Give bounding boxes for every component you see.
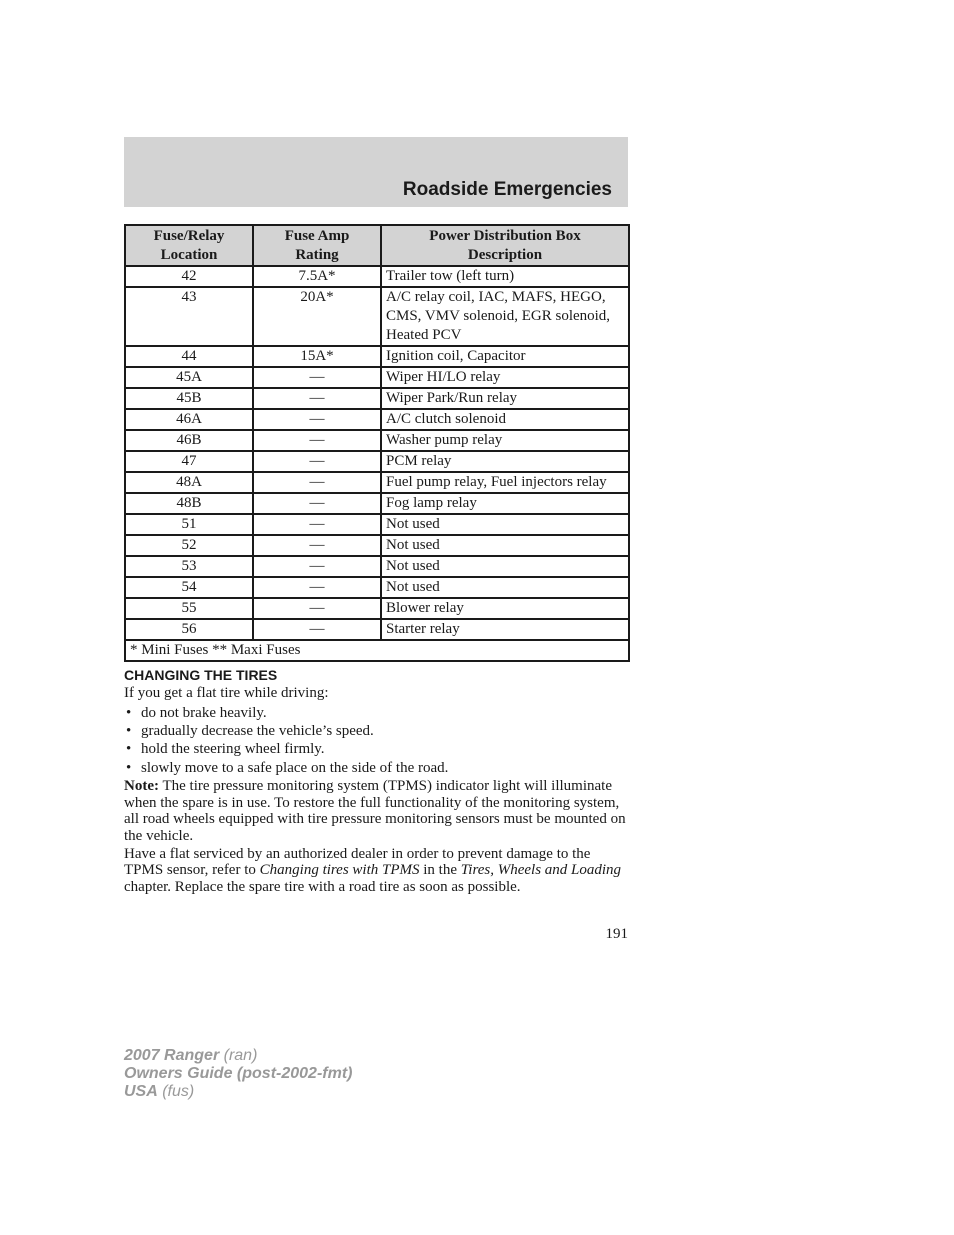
cell-location: 47 — [125, 451, 253, 472]
reference-link-tpms: Changing tires with TPMS — [259, 862, 420, 879]
table-header-row — [125, 225, 629, 266]
cell-description: Fuel pump relay, Fuel injectors relay — [381, 472, 629, 493]
page-number: 191 — [605, 926, 628, 942]
table-row — [125, 472, 629, 493]
footer-region: USA — [124, 1083, 158, 1100]
table-row — [125, 430, 629, 451]
footer-model: 2007 Ranger — [124, 1047, 220, 1064]
cell-amp-rating: — — [253, 472, 381, 493]
bullet-text: do not brake heavily. — [141, 704, 267, 721]
bullet-icon: • — [126, 704, 132, 721]
footer-line-region — [124, 1083, 352, 1101]
bullet-icon: • — [126, 759, 132, 776]
cell-location: 56 — [125, 619, 253, 640]
table-row — [125, 266, 629, 287]
column-header-description: Power Distribution Box Description — [381, 225, 629, 266]
cell-amp-rating: — — [253, 367, 381, 388]
header-band — [124, 137, 628, 207]
list-item — [124, 740, 628, 758]
table-row — [125, 367, 629, 388]
cell-amp-rating: — — [253, 430, 381, 451]
cell-location: 46B — [125, 430, 253, 451]
bullet-icon: • — [126, 741, 132, 758]
dealer-text-a: Have a flat serviced by an authorized dealer in order to prevent damage to the TPMS sensor, refer to — [124, 845, 591, 879]
cell-location: 46A — [125, 409, 253, 430]
cell-location: 55 — [125, 598, 253, 619]
list-item — [124, 704, 628, 722]
dealer-paragraph — [124, 846, 628, 896]
note-paragraph — [124, 778, 628, 845]
table-row — [125, 346, 629, 367]
note-text: The tire pressure monitoring system (TPMS) indicator light will illuminate when the spare is in use. To restore the full functionality of the monitoring system, all road wheels equipped with tire pressure monitoring sensors must be mounted on the vehicle. — [124, 777, 626, 844]
page-title: Roadside Emergencies — [402, 179, 612, 200]
cell-amp-rating: — — [253, 388, 381, 409]
cell-amp-rating: — — [253, 577, 381, 598]
table-row — [125, 535, 629, 556]
table-footnote-row — [125, 640, 629, 661]
bullet-list — [124, 704, 628, 777]
bullet-icon: • — [126, 723, 132, 739]
cell-amp-rating: — — [253, 493, 381, 514]
bullet-text: gradually decrease the vehicle’s speed. — [141, 723, 374, 739]
cell-description: A/C relay coil, IAC, MAFS, HEGO, CMS, VMV solenoid, EGR solenoid, Heated PCV — [381, 287, 629, 346]
cell-description: Not used — [381, 514, 629, 535]
cell-description: Wiper HI/LO relay — [381, 367, 629, 388]
fuse-table — [124, 224, 630, 662]
cell-amp-rating: 20A* — [253, 287, 381, 346]
cell-description: Ignition coil, Capacitor — [381, 346, 629, 367]
dealer-text-b: in the — [419, 862, 461, 879]
cell-location: 44 — [125, 346, 253, 367]
table-footnote: * Mini Fuses ** Maxi Fuses — [125, 640, 629, 661]
cell-description: Starter relay — [381, 619, 629, 640]
reference-link-chapter: Tires, Wheels and Loading — [460, 862, 622, 879]
cell-location: 52 — [125, 535, 253, 556]
table-row — [125, 409, 629, 430]
table-row — [125, 514, 629, 535]
cell-location: 45A — [125, 367, 253, 388]
changing-tires-section — [124, 667, 628, 896]
footer-line-guide — [124, 1065, 352, 1083]
cell-amp-rating: — — [253, 556, 381, 577]
list-item — [124, 759, 628, 777]
table-row — [125, 451, 629, 472]
footer-model-code: (ran) — [219, 1047, 258, 1064]
section-heading: CHANGING THE TIRES — [124, 667, 278, 683]
footer-guide: Owners Guide (post-2002-fmt) — [124, 1065, 353, 1082]
footer-line-model — [124, 1047, 352, 1065]
cell-description: Not used — [381, 556, 629, 577]
dealer-text-c: chapter. Replace the spare tire with a road tire as soon as possible. — [124, 879, 521, 896]
intro-text: If you get a flat tire while driving: — [124, 685, 329, 701]
cell-description: Blower relay — [381, 598, 629, 619]
cell-description: Not used — [381, 577, 629, 598]
cell-description: Not used — [381, 535, 629, 556]
list-item — [124, 722, 628, 740]
cell-description: Trailer tow (left turn) — [381, 266, 629, 287]
cell-amp-rating: 7.5A* — [253, 266, 381, 287]
cell-amp-rating: 15A* — [253, 346, 381, 367]
table-row — [125, 287, 629, 346]
cell-location: 53 — [125, 556, 253, 577]
document-footer — [124, 1047, 352, 1101]
cell-amp-rating: — — [253, 619, 381, 640]
cell-location: 51 — [125, 514, 253, 535]
cell-description: A/C clutch solenoid — [381, 409, 629, 430]
bullet-text: hold the steering wheel firmly. — [141, 741, 325, 758]
cell-description: Washer pump relay — [381, 430, 629, 451]
cell-amp-rating: — — [253, 451, 381, 472]
cell-location: 48B — [125, 493, 253, 514]
table-row — [125, 598, 629, 619]
table-row — [125, 556, 629, 577]
column-header-location: Fuse/Relay Location — [125, 225, 253, 266]
cell-location: 43 — [125, 287, 253, 346]
cell-description: Wiper Park/Run relay — [381, 388, 629, 409]
column-header-amp: Fuse Amp Rating — [253, 225, 381, 266]
fuse-table-body — [125, 266, 629, 640]
cell-amp-rating: — — [253, 409, 381, 430]
bullet-text: slowly move to a safe place on the side of the road. — [141, 759, 449, 776]
cell-description: PCM relay — [381, 451, 629, 472]
cell-amp-rating: — — [253, 535, 381, 556]
table-row — [125, 493, 629, 514]
table-row — [125, 577, 629, 598]
note-label: Note: — [124, 777, 159, 794]
cell-location: 48A — [125, 472, 253, 493]
table-row — [125, 619, 629, 640]
cell-amp-rating: — — [253, 598, 381, 619]
cell-location: 54 — [125, 577, 253, 598]
cell-amp-rating: — — [253, 514, 381, 535]
cell-description: Fog lamp relay — [381, 493, 629, 514]
footer-region-code: (fus) — [157, 1083, 195, 1100]
table-row — [125, 388, 629, 409]
cell-location: 42 — [125, 266, 253, 287]
cell-location: 45B — [125, 388, 253, 409]
